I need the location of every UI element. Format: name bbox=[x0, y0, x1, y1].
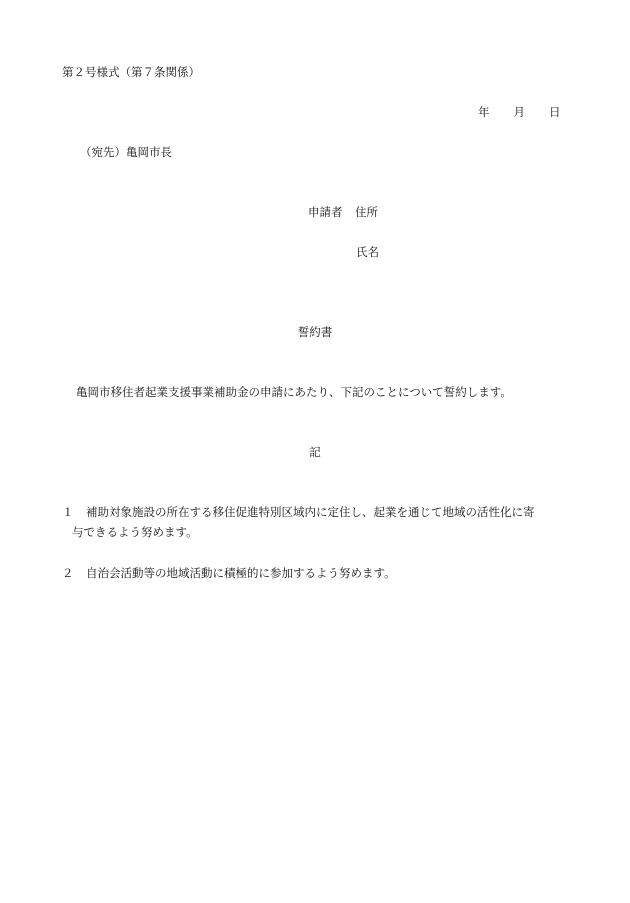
applicant-address-label: 住所 bbox=[355, 205, 378, 219]
pledge-item-text-line2: 与できるよう努めます。 bbox=[72, 525, 198, 539]
date-year-label: 年 bbox=[478, 105, 490, 119]
pledge-item-number: ２ bbox=[62, 566, 74, 580]
date-line bbox=[478, 104, 561, 120]
date-day-label: 日 bbox=[549, 105, 561, 119]
applicant-name-label: 氏名 bbox=[356, 245, 379, 259]
pledge-statement: 亀岡市移住者起業支援事業補助金の申請にあたり、下記のことについて誓約します。 bbox=[76, 385, 512, 399]
pledge-item-text-line1: 補助対象施設の所在する移住促進特別区域内に定住し、起業を通じて地域の活性化に寄 bbox=[86, 505, 535, 519]
pledge-item-1 bbox=[62, 502, 578, 542]
pledge-item-number: １ bbox=[62, 505, 74, 519]
pledge-item-text-line1: 自治会活動等の地域活動に積極的に参加するよう努めます。 bbox=[86, 566, 396, 580]
ki-heading: 記 bbox=[309, 445, 321, 459]
addressee: （宛先）亀岡市長 bbox=[80, 145, 172, 159]
date-month-label: 月 bbox=[513, 105, 525, 119]
applicant-label: 申請者 bbox=[308, 205, 343, 219]
form-number: 第２号様式（第７条関係） bbox=[62, 65, 200, 79]
document-title: 誓約書 bbox=[297, 325, 333, 339]
pledge-item-2 bbox=[62, 563, 578, 583]
